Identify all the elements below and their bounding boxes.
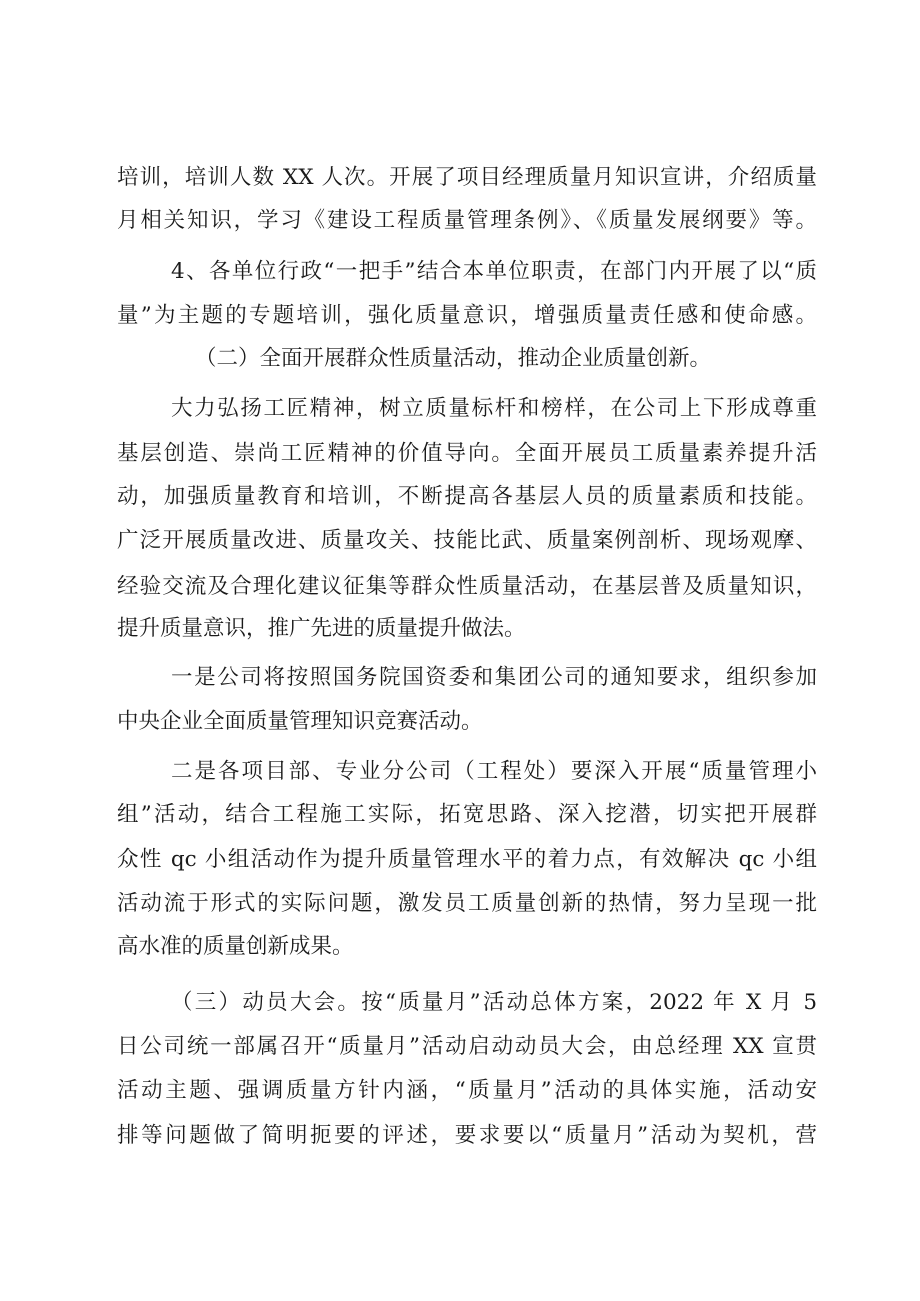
section-heading: （二）全面开展群众性质量活动，推动企业质量创新。 <box>195 346 712 371</box>
text-line: 4、各单位行政“一把手”结合本单位职责，在部门内开展了以“质 <box>171 259 817 284</box>
text-line: 经验交流及合理化建议征集等群众性质量活动，在基层普及质量知识， <box>117 574 817 599</box>
section-heading: （三）动员大会。按“质量月”活动总体方案，2022 年 X 月 5 <box>171 990 817 1015</box>
text-line: 广泛开展质量改进、质量攻关、技能比武、质量案例剖析、现场观摩、 <box>117 528 817 553</box>
text-line: 基层创造、崇尚工匠精神的价值导向。全面开展员工质量素养提升活 <box>117 441 817 466</box>
text-line: 高水准的质量创新成果。 <box>117 934 354 959</box>
text-line: 提升质量意识，推广先进的质量提升做法。 <box>117 616 526 641</box>
text-line: 一是公司将按照国务院国资委和集团公司的通知要求，组织参加 <box>171 665 817 690</box>
text-line: 月相关知识，学习《建设工程质量管理条例》、《质量发展纲要》等。 <box>117 208 817 233</box>
text-line: 日公司统一部属召开“质量月”活动启动动员大会，由总经理 XX 宣贯 <box>117 1034 817 1059</box>
text-line: 二是各项目部、专业分公司（工程处）要深入开展“质量管理小 <box>171 759 817 784</box>
text-line: 大力弘扬工匠精神，树立质量标杆和榜样，在公司上下形成尊重 <box>171 396 817 421</box>
text-line: 组”活动，结合工程施工实际，拓宽思路、深入挖潜，切实把开展群 <box>117 802 817 827</box>
text-line: 动，加强质量教育和培训，不断提高各基层人员的质量素质和技能。 <box>117 484 817 509</box>
text-line: 众性 qc 小组活动作为提升质量管理水平的着力点，有效解决 qc 小组 <box>117 847 817 872</box>
text-line: 培训，培训人数 XX 人次。开展了项目经理质量月知识宣讲，介绍质量 <box>117 165 817 190</box>
text-line: 量”为主题的专题培训，强化质量意识，增强质量责任感和使命感。 <box>117 303 817 328</box>
text-line: 活动流于形式的实际问题，激发员工质量创新的热情，努力呈现一批 <box>117 891 817 916</box>
text-line: 活动主题、强调质量方针内涵，“质量月”活动的具体实施，活动安 <box>117 1078 817 1103</box>
text-line: 中央企业全面质量管理知识竞赛活动。 <box>117 709 483 734</box>
text-line: 排等问题做了简明扼要的评述，要求要以“质量月”活动为契机，营 <box>117 1123 817 1148</box>
